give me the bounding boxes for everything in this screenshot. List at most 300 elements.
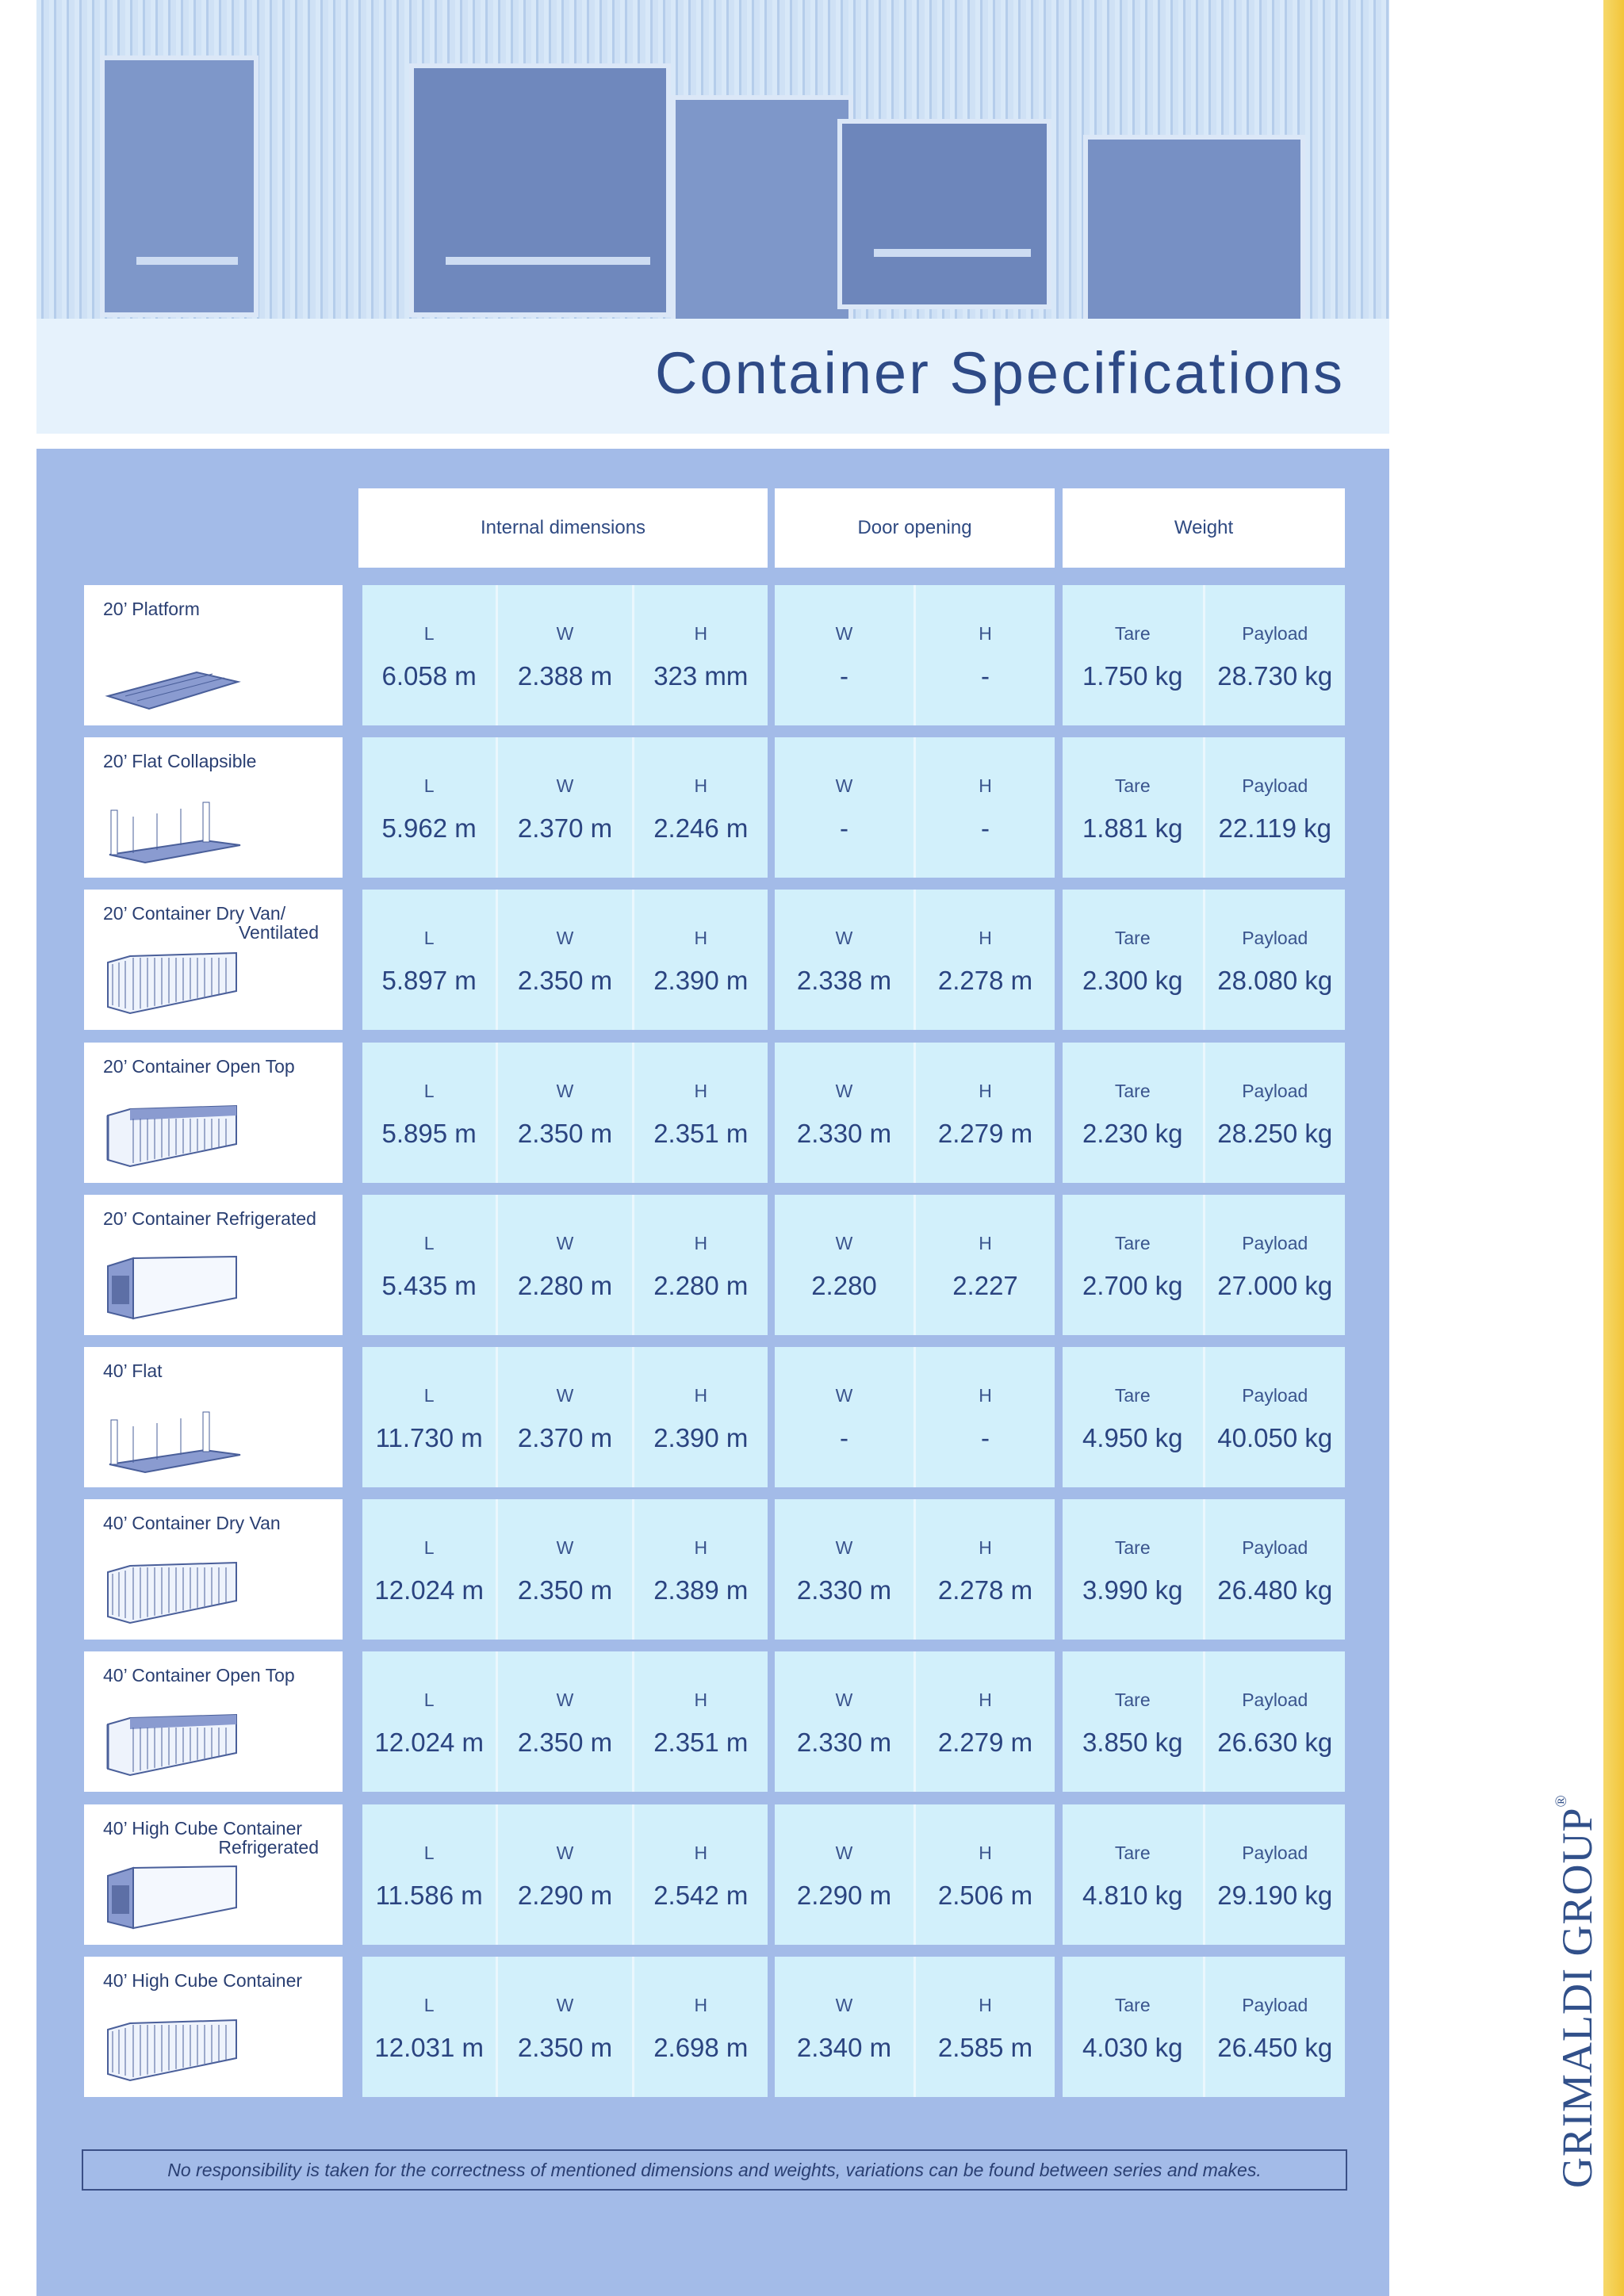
tare-value: 3.990 kg [1082,1575,1183,1605]
spec-row [84,1195,1345,1335]
internal-dimensions-group [362,1499,768,1640]
tare-label: Tare [1114,928,1151,949]
container-name: 40’ Container Open Top [103,1665,295,1686]
tare-cell [1063,585,1205,725]
door-height-cell [916,1347,1055,1487]
internal-height-cell [634,1347,768,1487]
tare-value: 3.850 kg [1082,1728,1183,1758]
internal-height-value: 2.351 m [653,1728,749,1758]
door-width-cell [775,1499,916,1640]
height-label: H [979,1537,992,1559]
width-label: W [835,623,853,644]
internal-width-cell [498,1043,634,1183]
width-label: W [556,1232,574,1253]
payload-value: 29.190 kg [1217,1880,1333,1910]
container-type-cell [84,1957,343,2097]
payload-label: Payload [1242,1080,1308,1101]
payload-label: Payload [1242,1385,1308,1406]
internal-width-value: 2.290 m [517,1880,613,1910]
door-width-value: - [840,813,848,844]
container-type-cell [84,1804,343,1945]
open-top-container-icon [102,1707,244,1780]
door-height-value: - [981,1423,990,1452]
door-height-cell [916,890,1055,1030]
internal-dimensions-group [362,737,768,878]
internal-height-value: 2.390 m [653,966,749,996]
internal-length-value: 5.895 m [381,1118,477,1148]
tare-cell [1063,1195,1205,1335]
door-opening-group [775,890,1055,1030]
internal-width-value: 2.350 m [517,966,613,996]
payload-cell [1205,1804,1346,1945]
width-label: W [835,1994,853,2015]
flat-rack-icon [102,1402,244,1475]
internal-length-value: 5.897 m [381,966,477,996]
brand-logo [1553,1794,1602,2188]
tare-cell [1063,1347,1205,1487]
internal-dimensions-group [362,1957,768,2097]
reefer-container-icon [102,1250,244,1323]
container-name: 20’ Container Dry Van/ [103,903,286,924]
container-name: 40’ High Cube Container [103,1969,303,1991]
header-internal-dimensions: Internal dimensions [358,488,768,568]
internal-length-cell [362,1651,498,1792]
internal-dimensions-group [362,1347,768,1487]
internal-length-cell [362,1804,498,1945]
spec-row [84,1499,1345,1640]
weight-group [1063,585,1345,725]
spec-row [84,737,1345,878]
container-type-label [103,1971,341,1990]
width-label: W [835,1689,853,1711]
width-label: W [835,1080,853,1101]
width-label: W [556,1689,574,1711]
width-label: W [556,1994,574,2015]
internal-length-cell [362,1195,498,1335]
weight-group [1063,1957,1345,2097]
container-type-label [103,1819,341,1857]
payload-label: Payload [1242,623,1308,644]
registered-mark: ® [1553,1794,1570,1808]
internal-height-value: 2.390 m [653,1423,749,1452]
internal-height-cell [634,1651,768,1792]
payload-cell [1205,1347,1346,1487]
tare-label: Tare [1114,1232,1151,1253]
door-height-cell [916,1499,1055,1640]
container-type-label [103,752,341,771]
door-width-value: 2.330 m [796,1118,892,1148]
weight-group [1063,1347,1345,1487]
door-width-value: 2.338 m [796,966,892,996]
internal-height-cell [634,1957,768,2097]
weight-group [1063,1043,1345,1183]
door-opening-group [775,1957,1055,2097]
spec-row [84,585,1345,725]
internal-dimensions-group [362,1804,768,1945]
spec-row [84,1651,1345,1792]
tare-label: Tare [1114,1842,1151,1863]
tare-value: 4.950 kg [1082,1423,1183,1452]
payload-cell [1205,1043,1346,1183]
spec-row [84,1043,1345,1183]
internal-width-cell [498,737,634,878]
door-height-cell [916,1043,1055,1183]
container-name: 20’ Flat Collapsible [103,751,257,772]
payload-cell [1205,1499,1346,1640]
payload-label: Payload [1242,1994,1308,2015]
height-label: H [979,1994,992,2015]
internal-width-cell [498,1195,634,1335]
payload-value: 28.730 kg [1217,661,1333,691]
door-height-value: 2.279 m [937,1728,1033,1758]
tare-value: 1.750 kg [1082,661,1183,691]
tare-value: 1.881 kg [1082,813,1183,844]
internal-width-cell [498,1957,634,2097]
width-label: W [835,1232,853,1253]
container-type-label [103,1209,341,1228]
payload-value: 28.250 kg [1217,1118,1333,1148]
payload-value: 26.630 kg [1217,1728,1333,1758]
weight-group [1063,1804,1345,1945]
internal-width-cell [498,1651,634,1792]
door-height-cell [916,737,1055,878]
tare-cell [1063,890,1205,1030]
container-type-cell [84,1651,343,1792]
height-label: H [694,1537,708,1559]
internal-width-value: 2.280 m [517,1270,613,1300]
width-label: W [556,1842,574,1863]
yellow-edge-strip [1603,0,1624,2296]
length-label: L [423,775,435,797]
tare-cell [1063,1499,1205,1640]
internal-width-value: 2.370 m [517,813,613,844]
header-photo [36,0,1389,319]
reefer-container-icon [102,1860,244,1933]
container-name: 20’ Platform [103,599,200,619]
door-height-cell [916,585,1055,725]
internal-height-value: 323 mm [653,661,749,691]
internal-dimensions-group [362,1043,768,1183]
length-label: L [423,1080,435,1101]
door-height-value: 2.506 m [937,1880,1033,1910]
internal-width-cell [498,1347,634,1487]
height-label: H [694,928,708,949]
door-height-cell [916,1957,1055,2097]
door-width-value: 2.340 m [796,2032,892,2062]
length-label: L [423,928,435,949]
width-label: W [835,1385,853,1406]
internal-height-cell [634,1195,768,1335]
width-label: W [556,1385,574,1406]
length-label: L [423,623,435,644]
internal-length-cell [362,1957,498,2097]
height-label: H [694,1689,708,1711]
container-type-cell [84,1347,343,1487]
tare-label: Tare [1114,1537,1151,1559]
height-label: H [694,1232,708,1253]
tare-cell [1063,1043,1205,1183]
flat-rack-icon [102,793,244,866]
header-door-opening: Door opening [775,488,1055,568]
internal-length-value: 11.586 m [375,1880,483,1910]
payload-label: Payload [1242,1537,1308,1559]
internal-length-cell [362,737,498,878]
door-opening-group [775,1347,1055,1487]
internal-width-cell [498,1499,634,1640]
container-name: 20’ Container Open Top [103,1055,295,1077]
container-type-label [103,1666,341,1685]
internal-length-cell [362,1499,498,1640]
internal-height-cell [634,1043,768,1183]
height-label: H [979,1385,992,1406]
height-label: H [694,1080,708,1101]
door-opening-group [775,1043,1055,1183]
tare-label: Tare [1114,1080,1151,1101]
tare-value: 4.810 kg [1082,1880,1183,1910]
width-label: W [556,1080,574,1101]
door-height-value: - [981,813,990,844]
tare-value: 4.030 kg [1082,2032,1183,2062]
disclaimer-note: No responsibility is taken for the correctness of mentioned dimensions and weights, variations can be found between series and makes. [82,2149,1347,2191]
internal-width-value: 2.350 m [517,1728,613,1758]
tare-label: Tare [1114,1689,1151,1711]
payload-cell [1205,1195,1346,1335]
tare-label: Tare [1114,1994,1151,2015]
container-name: 40’ Flat [103,1360,163,1381]
tare-label: Tare [1114,1385,1151,1406]
payload-cell [1205,890,1346,1030]
header-weight: Weight [1063,488,1345,568]
door-height-value: 2.279 m [937,1118,1033,1148]
door-width-cell [775,1347,916,1487]
door-width-value: - [840,661,848,691]
internal-length-cell [362,1347,498,1487]
title-band [36,319,1389,434]
platform-icon [102,641,244,714]
width-label: W [556,775,574,797]
spec-row [84,890,1345,1030]
door-width-value: 2.280 [811,1270,877,1300]
height-label: H [979,775,992,797]
internal-length-value: 5.962 m [381,813,477,844]
payload-label: Payload [1242,775,1308,797]
tare-cell [1063,737,1205,878]
door-height-value: 2.278 m [937,966,1033,996]
height-label: H [694,1842,708,1863]
width-label: W [835,1537,853,1559]
payload-cell [1205,1957,1346,2097]
height-label: H [694,1994,708,2015]
height-label: H [979,1232,992,1253]
container-type-cell [84,1195,343,1335]
page-title: Container Specifications [655,340,1345,406]
spec-row [84,1804,1345,1945]
door-width-cell [775,1651,916,1792]
container-type-cell [84,1499,343,1640]
door-height-value: 2.227 [952,1270,1018,1300]
door-width-value: 2.290 m [796,1880,892,1910]
container-type-cell [84,737,343,878]
payload-value: 28.080 kg [1217,966,1333,996]
internal-length-cell [362,890,498,1030]
internal-height-cell [634,1804,768,1945]
length-label: L [423,1537,435,1559]
container-type-cell [84,1043,343,1183]
payload-value: 40.050 kg [1217,1423,1333,1452]
internal-height-value: 2.280 m [653,1270,749,1300]
internal-height-value: 2.351 m [653,1118,749,1148]
height-label: H [694,623,708,644]
width-label: W [835,928,853,949]
container-name-line2: Ventilated [238,922,319,943]
internal-height-cell [634,737,768,878]
height-label: H [979,1842,992,1863]
internal-length-cell [362,585,498,725]
internal-length-value: 5.435 m [381,1270,477,1300]
length-label: L [423,1994,435,2015]
internal-width-value: 2.350 m [517,1118,613,1148]
container-type-label [103,1513,341,1533]
container-name: 40’ High Cube Container [103,1817,303,1839]
tare-cell [1063,1651,1205,1792]
brand-name: GRIMALDI GROUP [1553,1807,1601,2188]
internal-dimensions-group [362,1195,768,1335]
door-height-cell [916,1804,1055,1945]
door-opening-group [775,1804,1055,1945]
payload-cell [1205,737,1346,878]
payload-label: Payload [1242,1689,1308,1711]
door-width-value: 2.330 m [796,1575,892,1605]
payload-cell [1205,585,1346,725]
internal-length-value: 12.024 m [374,1575,484,1605]
internal-length-value: 11.730 m [375,1423,483,1452]
door-width-cell [775,1043,916,1183]
internal-length-value: 12.024 m [374,1728,484,1758]
length-label: L [423,1842,435,1863]
width-label: W [556,928,574,949]
tare-cell [1063,1804,1205,1945]
container-name-line2: Refrigerated [218,1836,319,1858]
spec-row [84,1347,1345,1487]
internal-width-value: 2.350 m [517,2032,613,2062]
door-opening-group [775,1651,1055,1792]
open-top-container-icon [102,1098,244,1171]
container-type-cell [84,890,343,1030]
internal-height-cell [634,890,768,1030]
internal-length-cell [362,1043,498,1183]
weight-group [1063,890,1345,1030]
tare-label: Tare [1114,775,1151,797]
tare-value: 2.230 kg [1082,1118,1183,1148]
length-label: L [423,1385,435,1406]
door-height-cell [916,1651,1055,1792]
height-label: H [979,928,992,949]
door-height-value: 2.278 m [937,1575,1033,1605]
door-width-value: - [840,1423,848,1452]
door-width-cell [775,1195,916,1335]
internal-length-value: 6.058 m [381,661,477,691]
door-opening-group [775,585,1055,725]
container-icon [102,2012,244,2085]
container-name: 20’ Container Refrigerated [103,1207,316,1229]
internal-height-value: 2.542 m [653,1880,749,1910]
width-label: W [835,775,853,797]
tare-value: 2.700 kg [1082,1270,1183,1300]
internal-width-value: 2.370 m [517,1423,613,1452]
container-type-label [103,904,341,942]
payload-label: Payload [1242,1232,1308,1253]
internal-height-value: 2.698 m [653,2032,749,2062]
internal-dimensions-group [362,1651,768,1792]
payload-value: 26.480 kg [1217,1575,1333,1605]
height-label: H [979,1080,992,1101]
width-label: W [835,1842,853,1863]
door-width-cell [775,737,916,878]
payload-cell [1205,1651,1346,1792]
container-name: 40’ Container Dry Van [103,1513,281,1534]
weight-group [1063,737,1345,878]
internal-width-cell [498,1804,634,1945]
length-label: L [423,1689,435,1711]
door-width-cell [775,890,916,1030]
internal-width-cell [498,890,634,1030]
weight-group [1063,1195,1345,1335]
tare-cell [1063,1957,1205,2097]
weight-group [1063,1499,1345,1640]
width-label: W [556,623,574,644]
container-type-label [103,1057,341,1076]
door-width-cell [775,1957,916,2097]
length-label: L [423,1232,435,1253]
door-width-cell [775,1804,916,1945]
door-opening-group [775,737,1055,878]
internal-dimensions-group [362,585,768,725]
internal-width-value: 2.388 m [517,661,613,691]
container-type-label [103,599,341,618]
weight-group [1063,1651,1345,1792]
door-height-cell [916,1195,1055,1335]
internal-width-value: 2.350 m [517,1575,613,1605]
door-width-value: 2.330 m [796,1728,892,1758]
door-opening-group [775,1499,1055,1640]
internal-height-value: 2.246 m [653,813,749,844]
container-type-label [103,1361,341,1380]
payload-label: Payload [1242,1842,1308,1863]
payload-value: 22.119 kg [1218,813,1331,844]
payload-label: Payload [1242,928,1308,949]
internal-dimensions-group [362,890,768,1030]
internal-length-value: 12.031 m [374,2032,484,2062]
spec-row [84,1957,1345,2097]
container-icon [102,1555,244,1628]
tare-value: 2.300 kg [1082,966,1183,996]
internal-height-value: 2.389 m [653,1575,749,1605]
door-opening-group [775,1195,1055,1335]
payload-value: 27.000 kg [1217,1270,1333,1300]
door-width-cell [775,585,916,725]
height-label: H [979,1689,992,1711]
height-label: H [694,1385,708,1406]
tare-label: Tare [1114,623,1151,644]
height-label: H [979,623,992,644]
internal-height-cell [634,1499,768,1640]
internal-height-cell [634,585,768,725]
door-height-value: 2.585 m [937,2032,1033,2062]
payload-value: 26.450 kg [1217,2032,1333,2062]
height-label: H [694,775,708,797]
width-label: W [556,1537,574,1559]
container-icon [102,945,244,1018]
